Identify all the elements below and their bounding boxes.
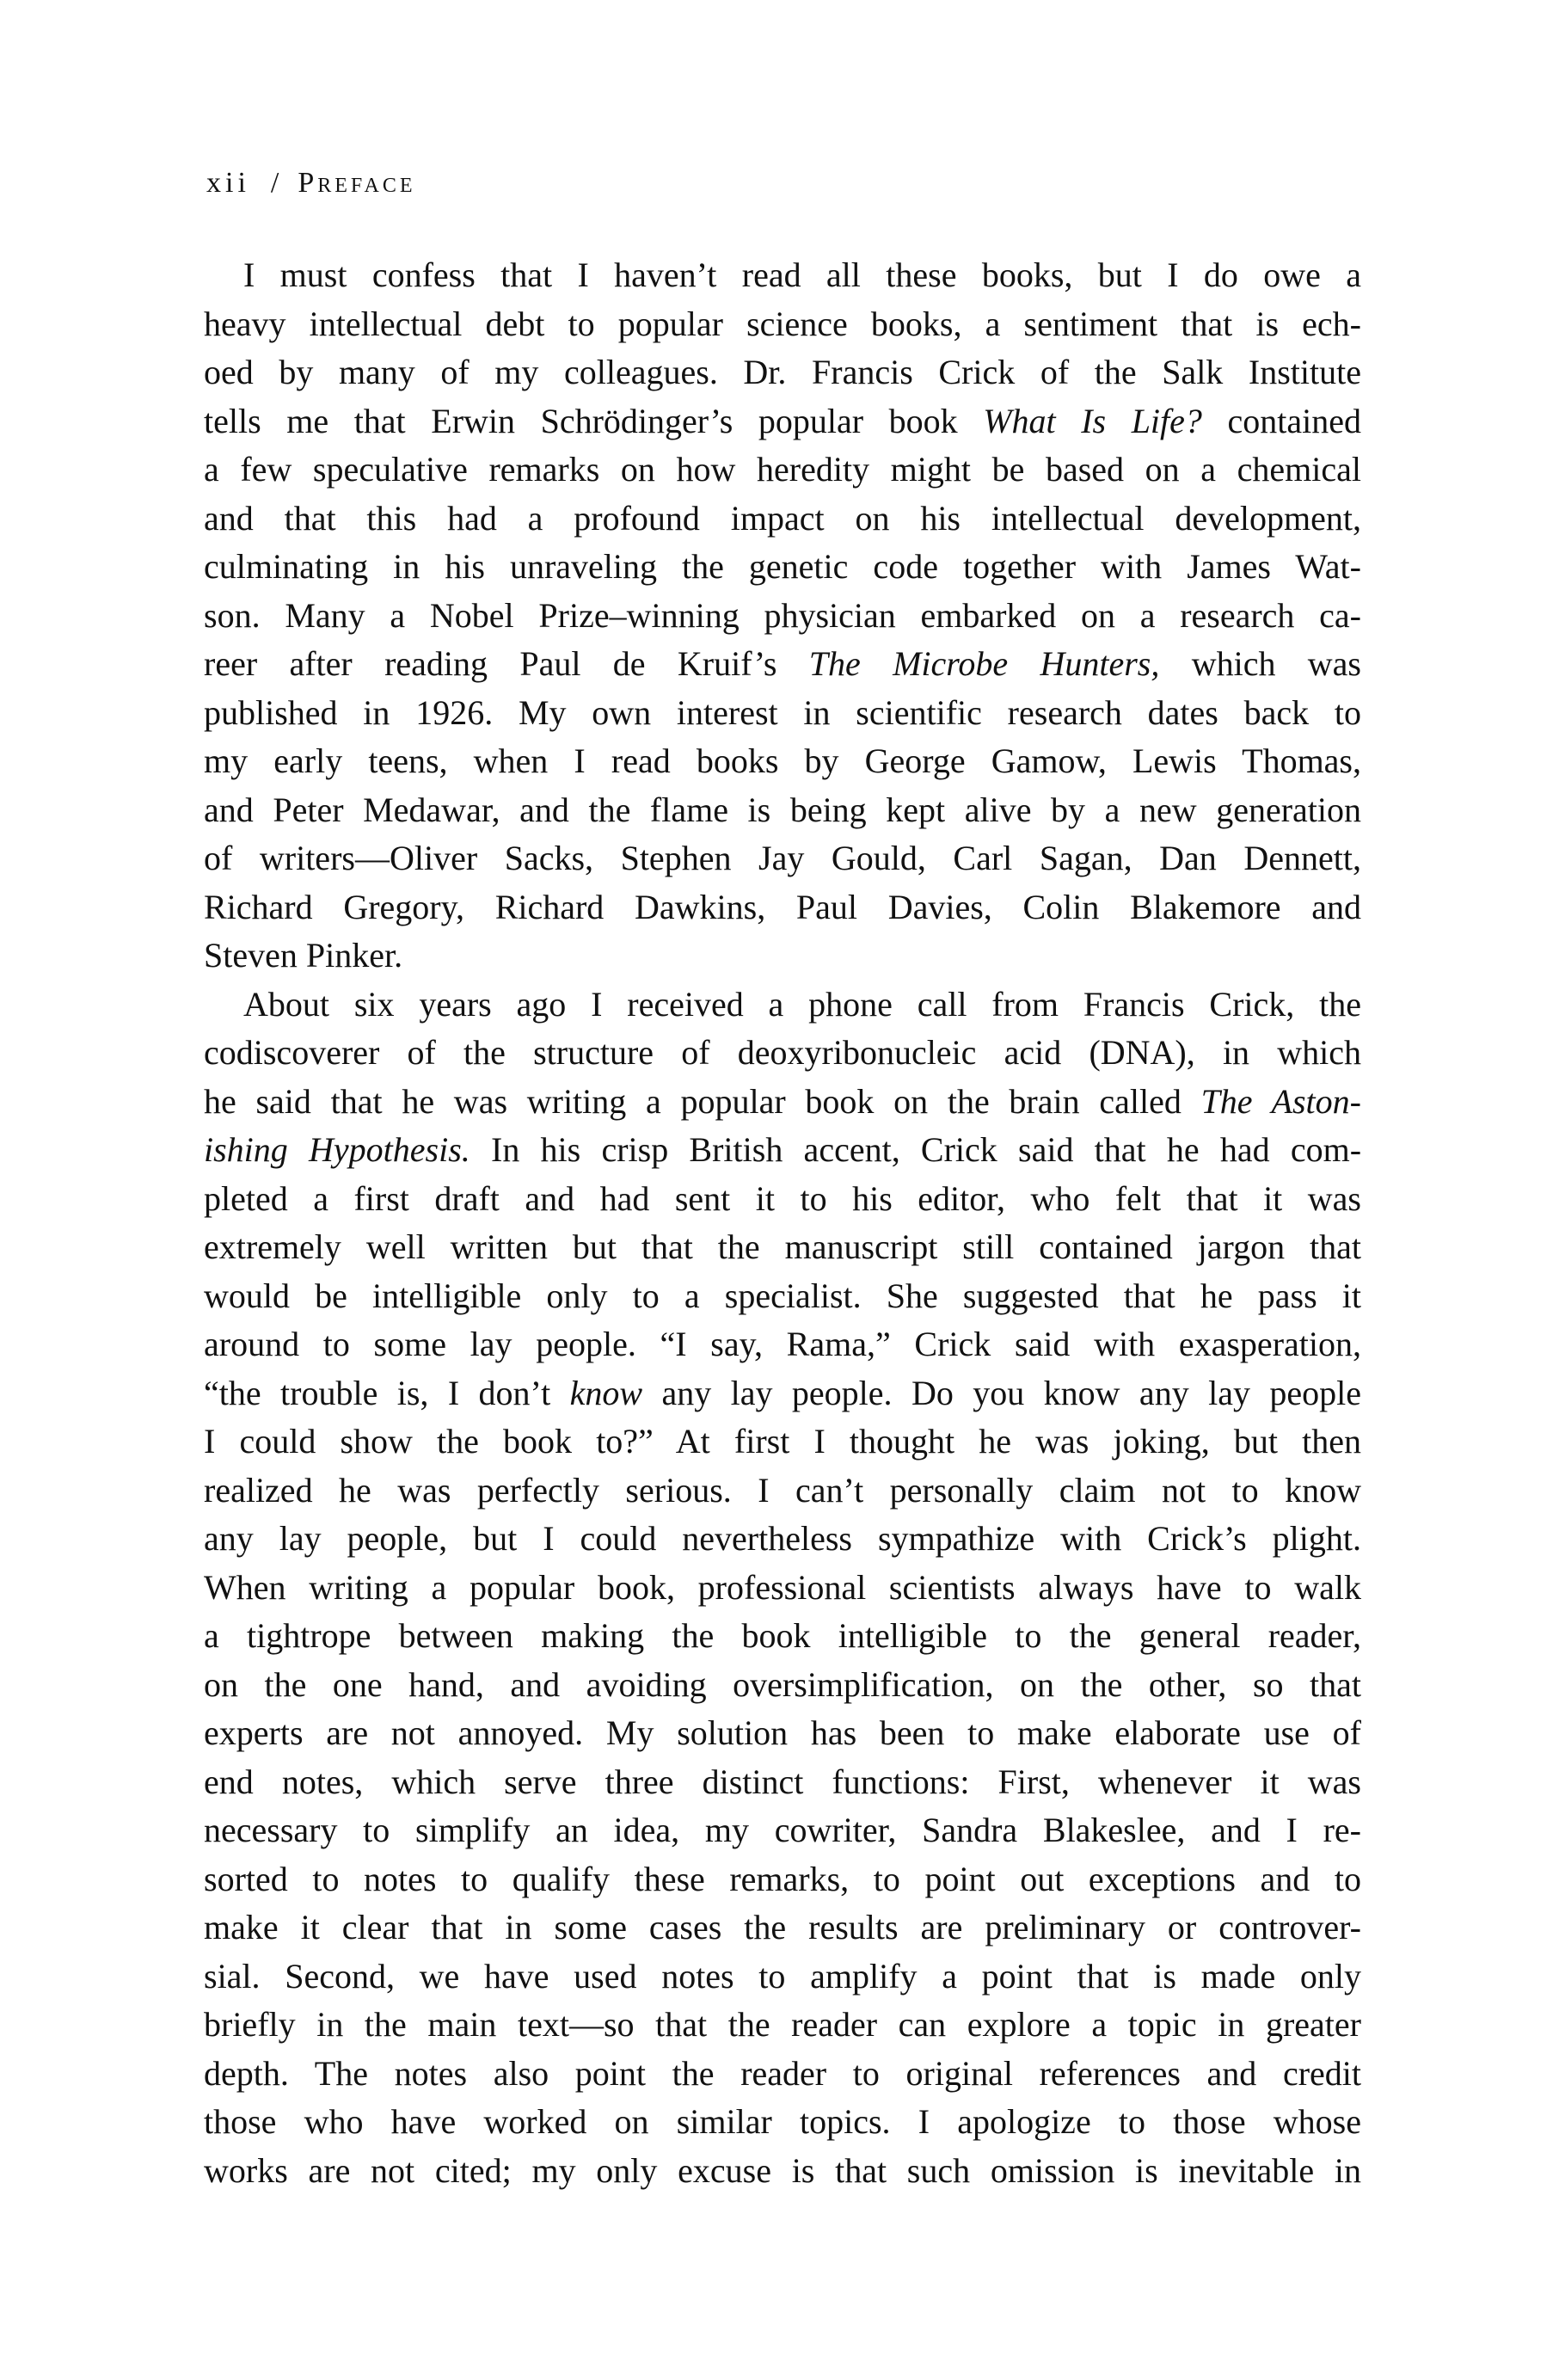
text-line: codiscoverer of the structure of deoxyribonucleic acid (DNA), in which (204, 1033, 1361, 1072)
header-separator: / (270, 167, 279, 199)
book-title-italic: ishing Hypothesis. (204, 1130, 470, 1169)
book-title-italic: The Aston- (1200, 1081, 1361, 1121)
text-line: end notes, which serve three distinct functions: First, whenever it was (204, 1762, 1361, 1801)
text-line: sial. Second, we have used notes to amplify a point that is made only (204, 1956, 1361, 1996)
text-line: oed by many of my colleagues. Dr. Francis Crick of the Salk Institute (204, 353, 1361, 391)
text-line: works are not cited; my only excuse is that such omission is inevitable in (204, 2150, 1361, 2190)
text-line: I must confess that I haven’t read all these books, but I do owe a (243, 255, 1361, 294)
text-line: extremely well written but that the manuscript still contained jargon that (204, 1227, 1361, 1266)
text-line: experts are not annoyed. My solution has been to make elaborate use of (204, 1713, 1361, 1752)
text-line: pleted a first draft and had sent it to his editor, who felt that it was (204, 1178, 1361, 1218)
text-line: on the one hand, and avoiding oversimplification, on the other, so that (204, 1664, 1361, 1704)
text-line: necessary to simplify an idea, my cowriter, Sandra Blakeslee, and I re- (204, 1811, 1361, 1849)
text-line: tells me that Erwin Schrödinger’s popular book What Is Life? contained (204, 401, 1361, 440)
text-line: he said that he was writing a popular book on the brain called The Aston- (204, 1081, 1361, 1121)
text-line: would be intelligible only to a specialist. She suggested that he pass it (204, 1276, 1361, 1315)
text-line: I could show the book to?” At first I thought he was joking, but then (204, 1422, 1361, 1461)
text-line: realized he was perfectly serious. I can’t personally claim not to know (204, 1470, 1361, 1510)
text-line: When writing a popular book, professional scientists always have to walk (204, 1567, 1361, 1607)
running-head (206, 169, 416, 198)
emphasis-italic: know (569, 1373, 643, 1412)
text-line: and Peter Medawar, and the flame is being kept alive by a new generation (204, 790, 1361, 829)
text-line: a tightrope between making the book intelligible to the general reader, (204, 1616, 1361, 1655)
text-line: ishing Hypothesis. In his crisp British accent, Crick said that he had com- (204, 1130, 1361, 1169)
text-line: of writers—Oliver Sacks, Stephen Jay Gould, Carl Sagan, Dan Dennett, (204, 839, 1361, 877)
text-line: depth. The notes also point the reader to original references and credit (204, 2053, 1361, 2093)
text-line: “the trouble is, I don’t know any lay people. Do you know any lay people (204, 1373, 1361, 1412)
text-line: any lay people, but I could nevertheless sympathize with Crick’s plight. (204, 1519, 1361, 1558)
text-line: a few speculative remarks on how heredity might be based on a chemical (204, 450, 1361, 489)
text-line: Steven Pinker. (204, 936, 403, 975)
page-number: xii (206, 167, 250, 199)
text-line: About six years ago I received a phone call from Francis Crick, the (243, 984, 1361, 1024)
text-line: published in 1926. My own interest in scientific research dates back to (204, 692, 1361, 732)
text-line: around to some lay people. “I say, Rama,” Crick said with exasperation, (204, 1325, 1361, 1363)
text-line: briefly in the main text—so that the reader can explore a topic in greater (204, 2005, 1361, 2044)
body-text (204, 251, 1361, 2195)
text-line: Richard Gregory, Richard Dawkins, Paul Davies, Colin Blakemore and (204, 887, 1361, 926)
text-line: culminating in his unraveling the genetic code together with James Wat- (204, 547, 1361, 586)
book-title-italic: The Microbe Hunters, (808, 644, 1160, 683)
section-title: Preface (298, 167, 416, 199)
book-title-italic: What Is Life? (983, 401, 1202, 440)
text-line: make it clear that in some cases the results are preliminary or controver- (204, 1908, 1361, 1946)
text-line: heavy intellectual debt to popular science books, a sentiment that is ech- (204, 304, 1361, 343)
text-line: those who have worked on similar topics. I apologize to those whose (204, 2102, 1361, 2141)
text-line: reer after reading Paul de Kruif’s The Microbe Hunters, which was (204, 644, 1361, 683)
text-line: son. Many a Nobel Prize–winning physician embarked on a research ca- (204, 595, 1361, 635)
text-line: and that this had a profound impact on his intellectual development, (204, 498, 1361, 538)
text-line: sorted to notes to qualify these remarks, to point out exceptions and to (204, 1859, 1361, 1898)
text-line: my early teens, when I read books by George Gamow, Lewis Thomas, (204, 741, 1361, 780)
